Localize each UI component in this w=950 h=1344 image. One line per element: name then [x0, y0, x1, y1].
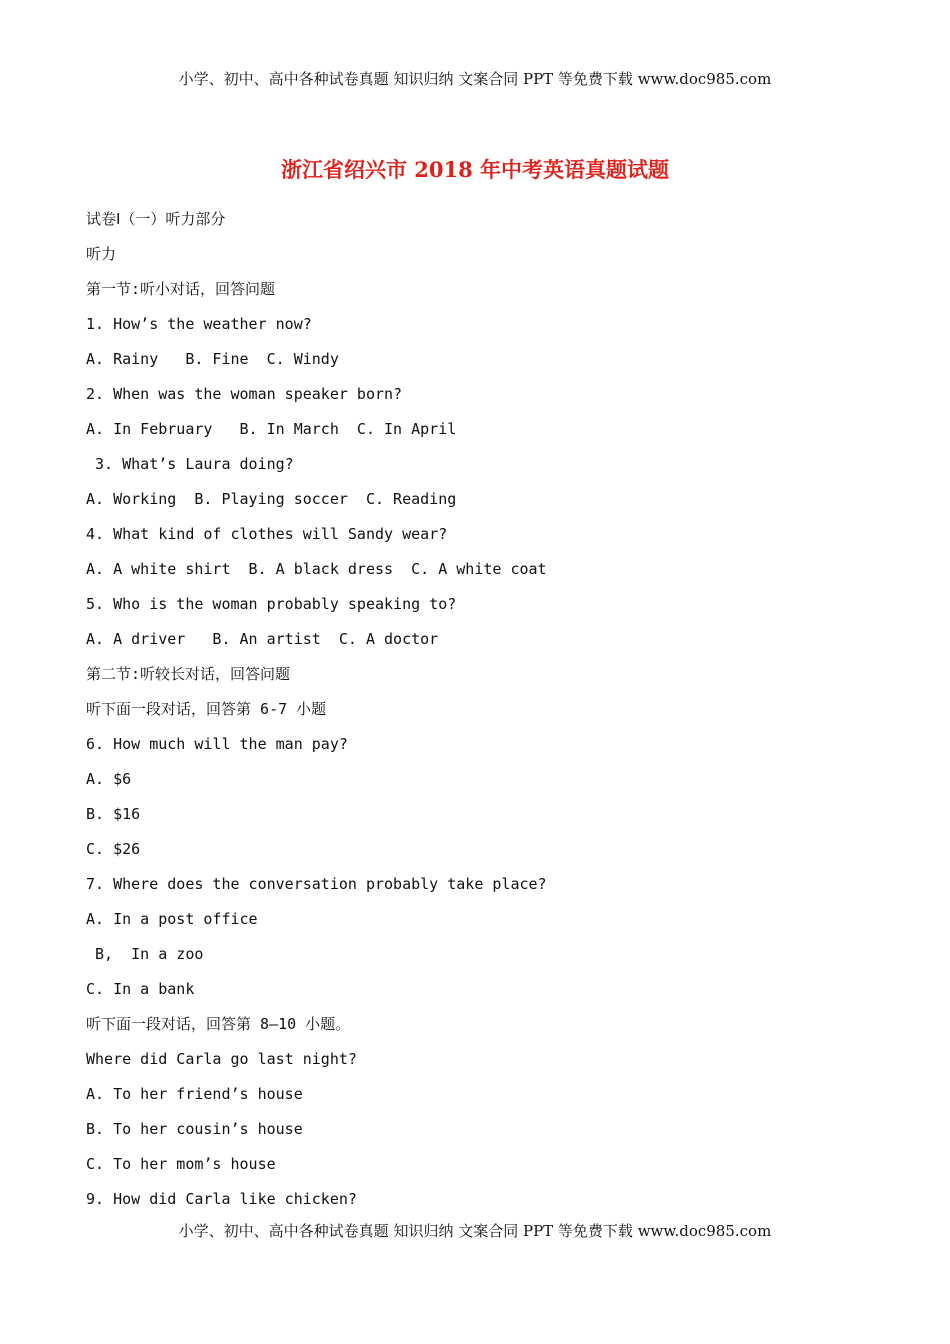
options-line: A. Rainy B. Fine C. Windy	[86, 350, 339, 368]
document-title: 浙江省绍兴市 2018 年中考英语真题试题	[280, 157, 670, 182]
section-label: 试卷Ⅰ（一）听力部分	[86, 210, 226, 228]
options-line: A. In February B. In March C. In April	[86, 420, 457, 438]
question-line: 1. How’s the weather now?	[86, 315, 312, 333]
document-body	[86, 205, 886, 1220]
question-line: 2. When was the woman speaker born?	[86, 385, 403, 403]
option-line: A. In a post office	[86, 910, 258, 928]
question-line: Where did Carla go last night?	[86, 1050, 357, 1068]
instruction-line: 听下面一段对话，回答第 8—10 小题。	[86, 1015, 351, 1033]
page-footer: 小学、初中、高中各种试卷真题 知识归纳 文案合同 PPT 等免费下载 www.doc985.com	[178, 1222, 772, 1240]
option-line: A. To her friend’s house	[86, 1085, 303, 1103]
section-heading: 第一节:听小对话，回答问题	[86, 280, 276, 298]
question-line: 7. Where does the conversation probably take place?	[86, 875, 547, 893]
option-line: C. To her mom’s house	[86, 1155, 276, 1173]
options-line: A. Working B. Playing soccer C. Reading	[86, 490, 457, 508]
section-heading: 第二节:听较长对话，回答问题	[86, 665, 291, 683]
question-line: 5. Who is the woman probably speaking to?	[86, 595, 457, 613]
instruction-line: 听下面一段对话，回答第 6-7 小题	[86, 700, 327, 718]
option-line: C. $26	[86, 840, 141, 858]
options-line: A. A white shirt B. A black dress C. A white coat	[86, 560, 547, 578]
page-header: 小学、初中、高中各种试卷真题 知识归纳 文案合同 PPT 等免费下载 www.doc985.com	[178, 70, 772, 88]
question-line: 3. What’s Laura doing?	[86, 455, 294, 473]
option-line: B, In a zoo	[86, 945, 204, 963]
option-line: C. In a bank	[86, 980, 195, 998]
question-line: 4. What kind of clothes will Sandy wear?	[86, 525, 448, 543]
option-line: B. $16	[86, 805, 141, 823]
question-line: 9. How did Carla like chicken?	[86, 1190, 357, 1208]
options-line: A. A driver B. An artist C. A doctor	[86, 630, 439, 648]
section-label: 听力	[86, 245, 117, 263]
option-line: B. To her cousin’s house	[86, 1120, 303, 1138]
option-line: A. $6	[86, 770, 132, 788]
question-line: 6. How much will the man pay?	[86, 735, 348, 753]
